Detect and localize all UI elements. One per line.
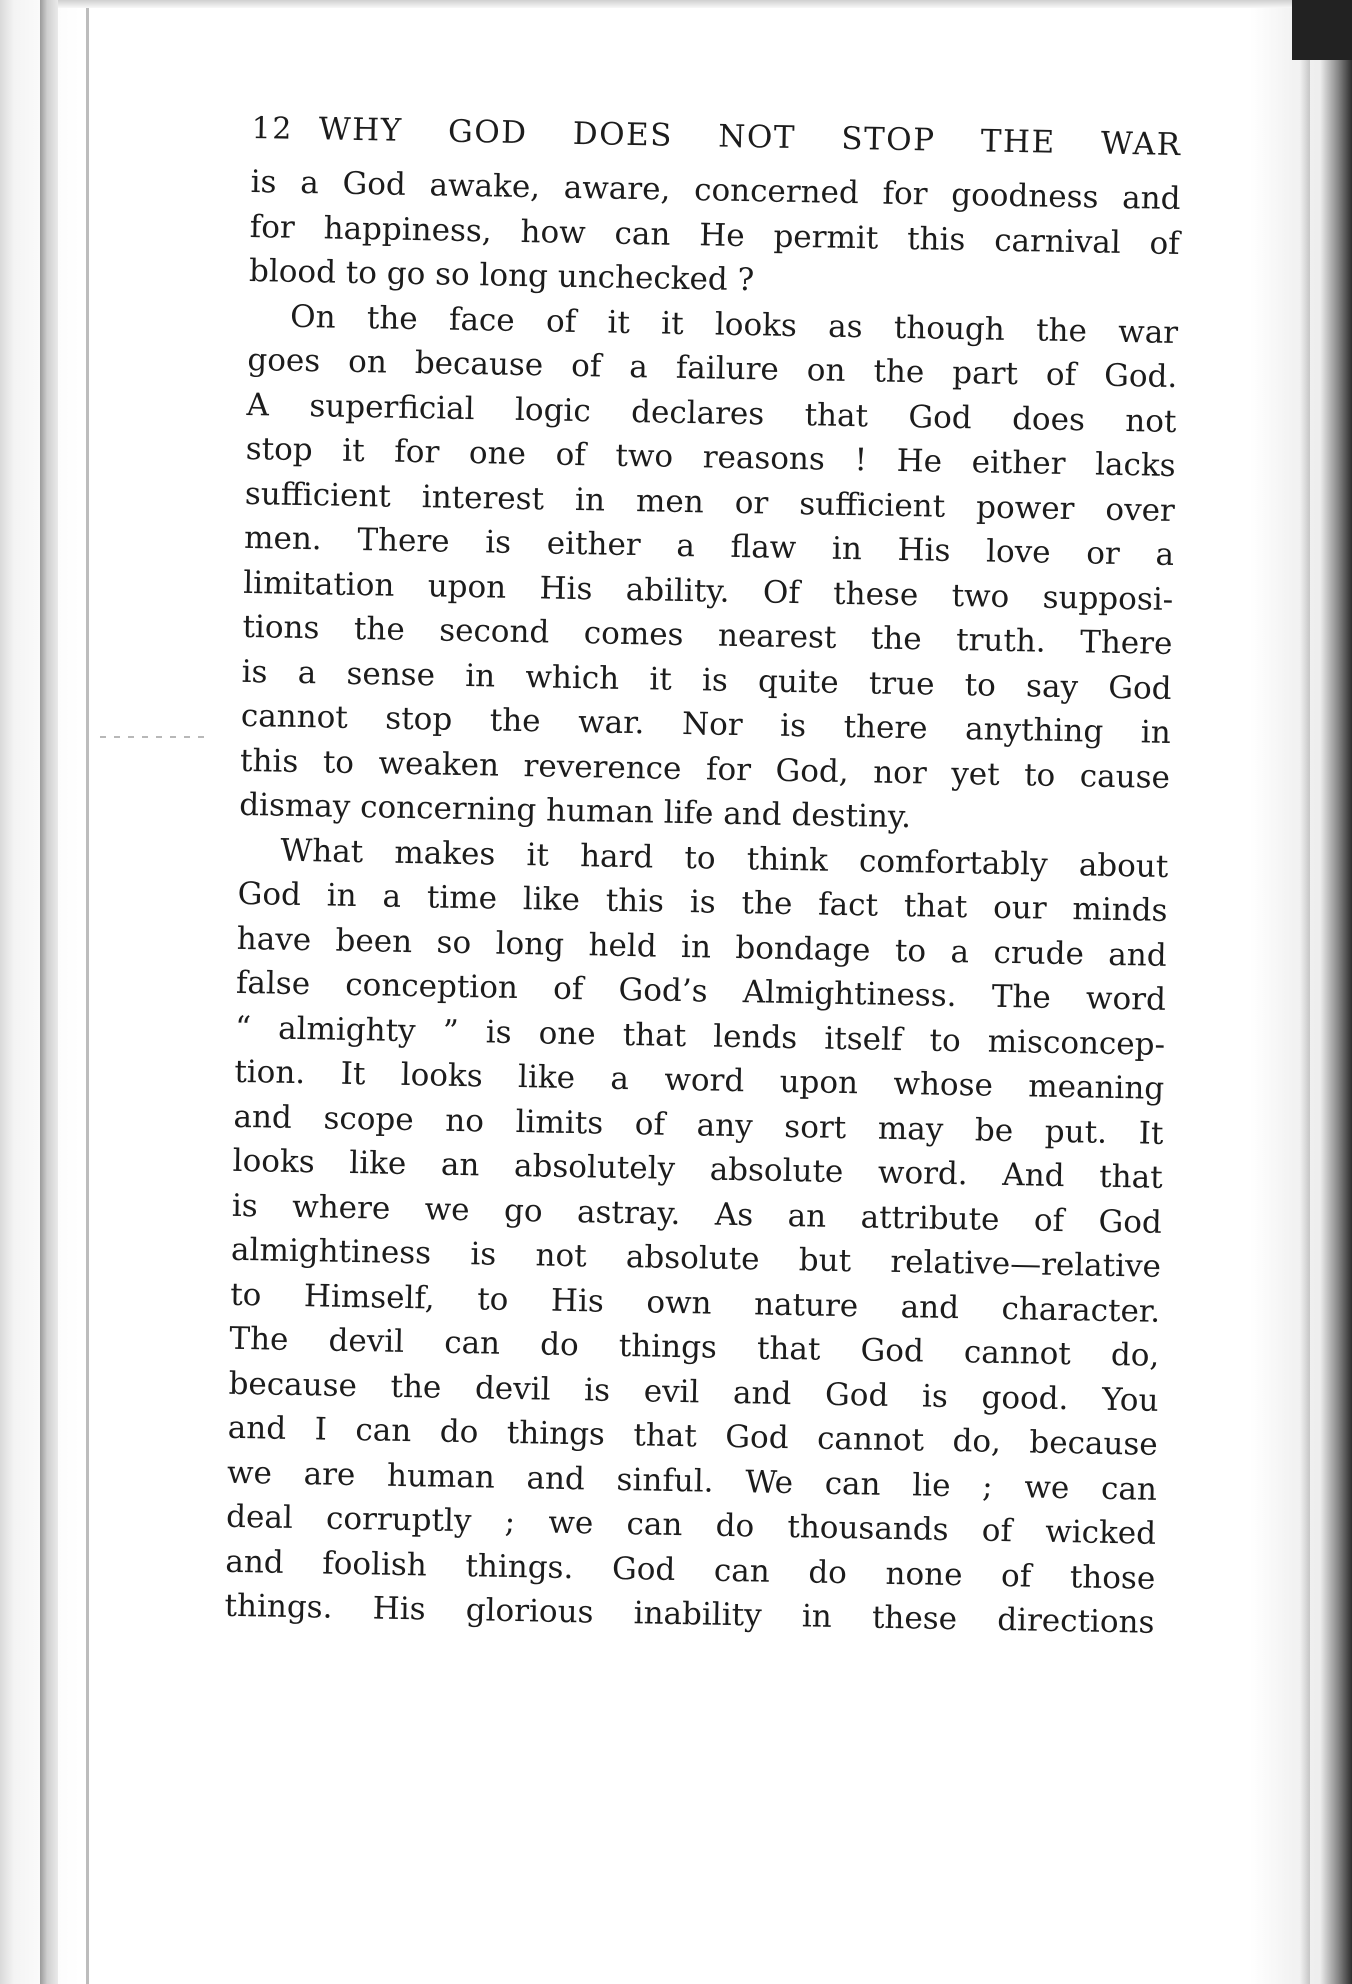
text-line: and scope no limits of any sort may be put. It — [233, 1098, 1164, 1152]
text-line: to Himself, to His own nature and character. — [229, 1276, 1161, 1330]
text-line: is a God awake, aware, concerned for goodness and — [250, 163, 1181, 218]
text-line: things. His glorious inability in these directions — [224, 1587, 1155, 1641]
running-head — [251, 110, 1182, 163]
text-line: almightiness is not absolute but relative—relative — [230, 1231, 1162, 1285]
text-line: On the face of it it looks as though the war — [289, 298, 1179, 351]
text-line: The devil can do things that God cannot do, — [229, 1320, 1160, 1374]
running-title: WHY GOD DOES NOT STOP THE WAR — [318, 111, 1182, 164]
stray-pencil-mark — [100, 736, 210, 738]
scanner-corner — [1292, 0, 1352, 60]
text-line: and I can do things that God cannot do, because — [227, 1409, 1159, 1463]
text-line: God in a time like this is the fact that our minds — [237, 875, 1168, 929]
text-line: deal corruptly ; we can do thousands of wicked — [225, 1498, 1157, 1552]
text-line: have been so long held in bondage to a crude and — [236, 920, 1167, 974]
text-line: men. There is either a flaw in His love or a — [243, 519, 1175, 573]
text-line: A superficial logic declares that God does not — [246, 386, 1177, 440]
text-line: false conception of God’s Almightiness. The word — [235, 964, 1167, 1018]
right-page-shadow-strip — [1300, 60, 1310, 1984]
text-line: sufficient interest in men or sufficient power over — [244, 475, 1176, 529]
text-line: tion. It looks like a word upon whose meaning — [234, 1053, 1165, 1107]
text-line: this to weaken reverence for God, nor yet to cause — [239, 742, 1171, 796]
page-stack-edge — [86, 0, 89, 1984]
text-line: is a sense in which it is quite true to say God — [241, 653, 1172, 707]
text-line: because the devil is evil and God is good. You — [228, 1365, 1159, 1419]
text-line: and foolish things. God can do none of those — [225, 1543, 1156, 1597]
text-line: goes on because of a failure on the part of God. — [247, 341, 1178, 395]
text-line: looks like an absolutely absolute word. And that — [232, 1142, 1163, 1196]
top-page-edge — [58, 0, 1352, 8]
text-line: What makes it hard to think comfortably about — [280, 832, 1169, 885]
text-line: limitation upon His ability. Of these two supposi- — [243, 564, 1174, 618]
book-spine-edge — [40, 0, 58, 1984]
text-line: blood to go so long unchecked ? — [248, 252, 755, 299]
text-line: stop it for one of two reasons ! He either lacks — [245, 430, 1176, 484]
text-line: is where we go astray. As an attribute of God — [231, 1187, 1163, 1241]
page-number: 12 — [251, 110, 294, 147]
text-line: cannot stop the war. Nor is there anything in — [240, 697, 1172, 751]
text-line: “ almighty ” is one that lends itself to misconcep- — [234, 1009, 1166, 1063]
text-line: we are human and sinful. We can lie ; we can — [226, 1454, 1158, 1508]
text-line: for happiness, how can He permit this carnival of — [249, 208, 1181, 262]
text-line: tions the second comes nearest the truth. There — [242, 608, 1173, 662]
book-page-text — [224, 110, 1182, 1645]
text-line: dismay concerning human life and destiny. — [238, 786, 912, 836]
right-scan-shadow — [1320, 50, 1352, 1984]
